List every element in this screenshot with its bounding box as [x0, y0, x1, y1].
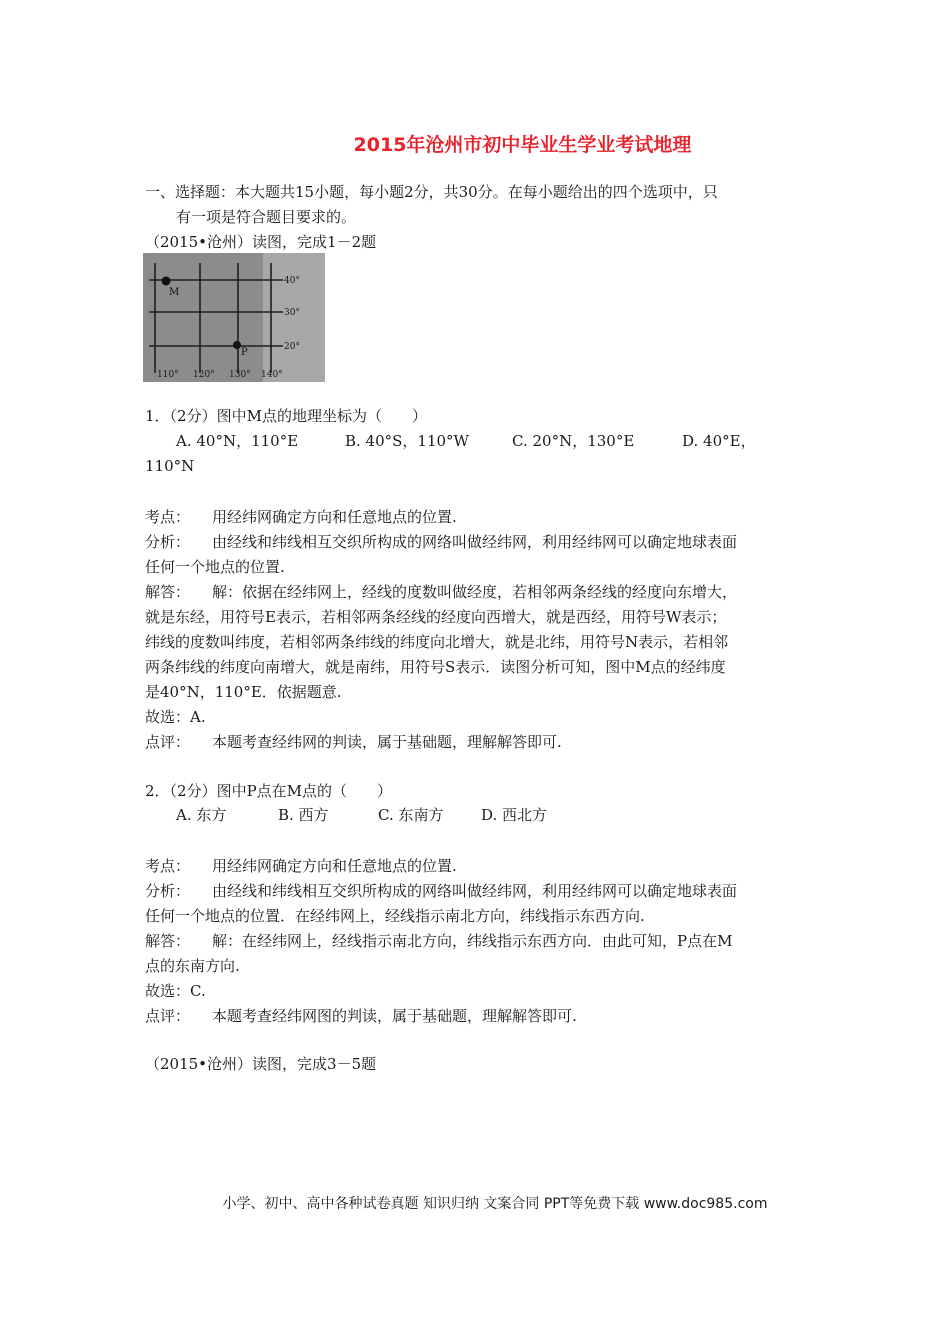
- q1-jieda-3: 纬线的度数叫纬度，若相邻两条纬线的纬度向北增大，就是北纬，用符号N表示，若相邻: [145, 633, 729, 651]
- option-d: D. 40°E，: [682, 432, 756, 450]
- page-footer: 小学、初中、高中各种试卷真题 知识归纳 文案合同 PPT等免费下载 www.doc985.com: [222, 1196, 768, 1212]
- point-m-label: M: [169, 287, 180, 298]
- kaodian-label: 考点：: [145, 508, 191, 526]
- point-p-label: P: [241, 347, 248, 358]
- fenxi-label: 分析：: [145, 533, 191, 551]
- question-1-options: [176, 431, 816, 451]
- q1-kaodian: [145, 507, 457, 527]
- option-a: A. 东方: [176, 806, 227, 824]
- q1-jieda-5: 是40°N，110°E．依据题意.: [145, 683, 342, 701]
- q1-dianping: [145, 732, 562, 752]
- jieda-text: 解：依据在经纬网上，经线的度数叫做经度，若相邻两条经线的经度向东增大，: [212, 583, 738, 601]
- q1-jieda-4: 两条纬线的纬度向南增大，就是南纬，用符号S表示．读图分析可知，图中M点的经纬度: [145, 658, 726, 676]
- option-c: C. 20°N，130°E: [512, 432, 635, 450]
- option-a: A. 40°N，110°E: [176, 432, 299, 450]
- lat-label-20: 20°: [284, 342, 300, 352]
- option-b: B. 40°S，110°W: [345, 432, 469, 450]
- dianping-text: 本题考查经纬网的判读，属于基础题，理解解答即可.: [212, 733, 562, 751]
- lat-label-40: 40°: [284, 276, 300, 286]
- q1-jieda-2: 就是东经，用符号E表示，若相邻两条经线的经度向西增大，就是西经，用符号W表示；: [145, 608, 727, 626]
- option-b: B. 西方: [278, 806, 329, 824]
- q1-jieda: [145, 582, 737, 602]
- lon-label-140: 140°: [261, 370, 283, 380]
- option-d: D. 西北方: [481, 806, 548, 824]
- q2-fenxi: [145, 881, 737, 901]
- q2-fenxi-cont: 任何一个地点的位置．在经纬网上，经线指示南北方向，纬线指示东西方向.: [145, 907, 645, 925]
- jieda-label: 解答：: [145, 583, 191, 601]
- dianping-text: 本题考查经纬网图的判读，属于基础题，理解解答即可.: [212, 1007, 577, 1025]
- fenxi-text: 由经线和纬线相互交织所构成的网络叫做经纬网，利用经纬网可以确定地球表面: [212, 533, 738, 551]
- lat-label-30: 30°: [284, 308, 300, 318]
- section-heading-cont: 有一项是符合题目要求的。: [176, 208, 357, 226]
- dianping-label: 点评：: [145, 1007, 191, 1025]
- option-d-cont: 110°N: [145, 457, 195, 475]
- q2-jieda-2: 点的东南方向.: [145, 957, 240, 975]
- option-c: C. 东南方: [378, 806, 444, 824]
- jieda-label: 解答：: [145, 932, 191, 950]
- section-heading: 一、选择题：本大题共15小题，每小题2分，共30分。在每小题给出的四个选项中，只: [145, 183, 718, 201]
- q1-answer: 故选：A.: [145, 708, 206, 726]
- kaodian-text: 用经纬网确定方向和任意地点的位置.: [212, 857, 457, 875]
- lon-label-130: 130°: [229, 370, 251, 380]
- dianping-label: 点评：: [145, 733, 191, 751]
- fenxi-text: 由经线和纬线相互交织所构成的网络叫做经纬网，利用经纬网可以确定地球表面: [212, 882, 738, 900]
- question-intro-2: （2015•沧州）读图，完成3－5题: [145, 1055, 377, 1073]
- question-intro: （2015•沧州）读图，完成1－2题: [145, 233, 377, 251]
- point-p-marker: [233, 341, 241, 349]
- question-2-options: [176, 805, 596, 825]
- kaodian-text: 用经纬网确定方向和任意地点的位置.: [212, 508, 457, 526]
- q1-fenxi: [145, 532, 737, 552]
- q2-dianping: [145, 1006, 577, 1026]
- q1-fenxi-cont: 任何一个地点的位置.: [145, 558, 285, 576]
- page-title: 2015年沧州市初中毕业生学业考试地理: [353, 134, 692, 156]
- q2-answer: 故选：C.: [145, 982, 206, 1000]
- point-m-marker: [162, 277, 171, 286]
- question-2-stem: 2．（2分）图中P点在M点的（ ）: [145, 782, 393, 800]
- fenxi-label: 分析：: [145, 882, 191, 900]
- lon-label-110: 110°: [157, 370, 179, 380]
- jieda-text: 解：在经纬网上，经线指示南北方向，纬线指示东西方向．由此可知，P点在M: [212, 932, 733, 950]
- q2-kaodian: [145, 856, 457, 876]
- lat-lon-grid-figure: [143, 253, 325, 382]
- question-1-stem: 1．（2分）图中M点的地理坐标为（ ）: [145, 407, 427, 425]
- kaodian-label: 考点：: [145, 857, 191, 875]
- lon-label-120: 120°: [193, 370, 215, 380]
- q2-jieda: [145, 931, 732, 951]
